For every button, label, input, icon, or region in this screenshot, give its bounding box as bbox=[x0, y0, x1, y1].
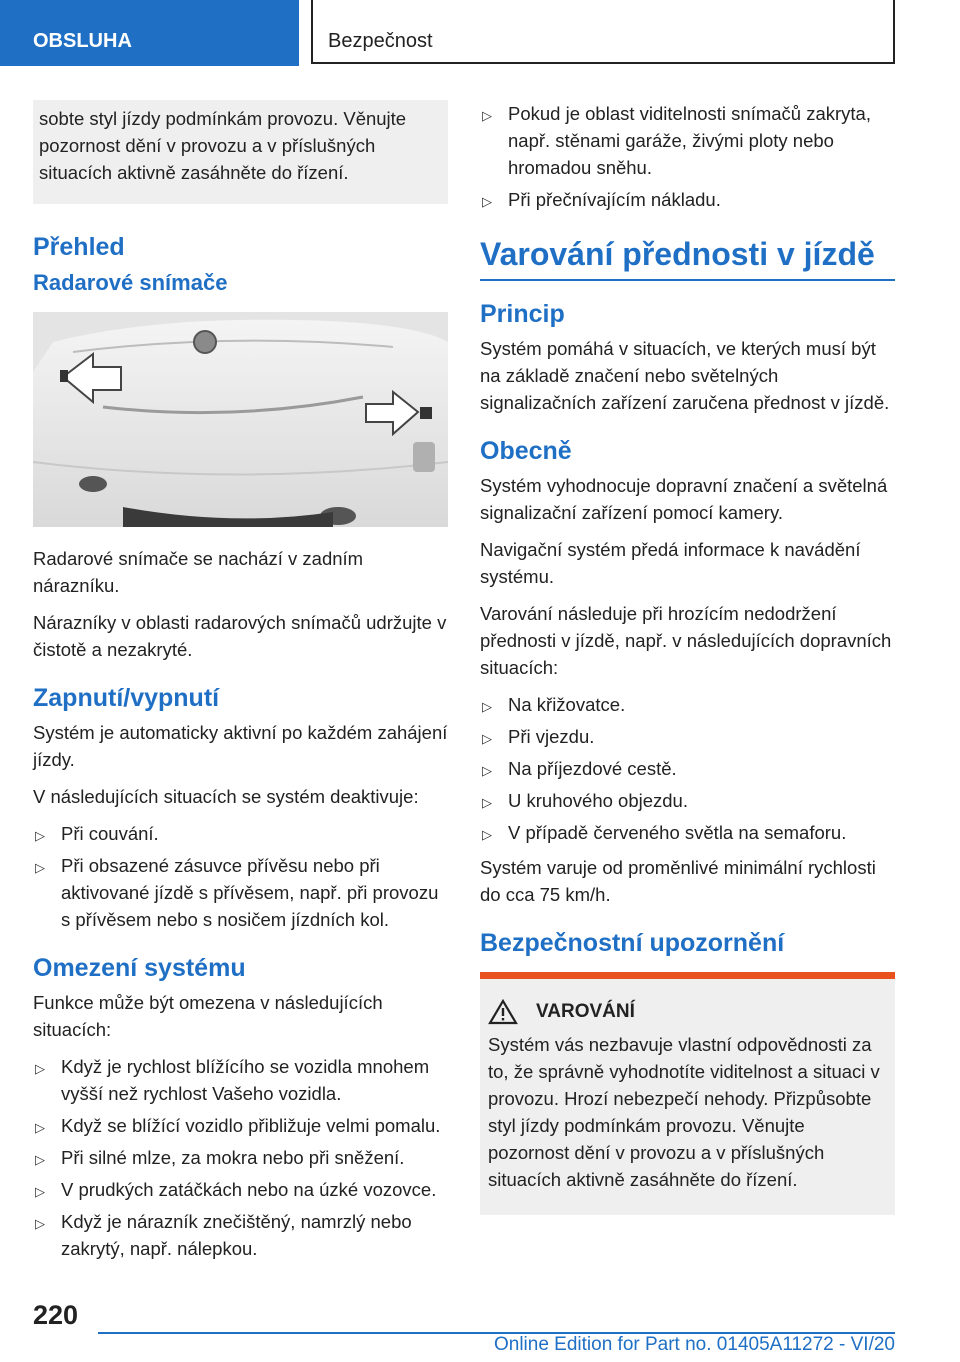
radar-paragraph-1: Radarové snímače se nachází v zadním nárazníku. bbox=[33, 548, 364, 596]
list-item-text: Když je rychlost blížícího se vozidla mnohem vyšší než rychlost Vašeho vozidla. bbox=[61, 1056, 430, 1104]
header-chapter-label: Bezpečnost bbox=[328, 30, 433, 52]
page-number: 220 bbox=[33, 1300, 79, 1330]
warning-triangle-icon bbox=[488, 999, 518, 1025]
list-item-text: Pokud je oblast viditelnosti snímačů zakryta, např. stěnami garáže, živými ploty nebo hromadou sněhu. bbox=[508, 103, 871, 178]
list-item-text: Na příjezdové cestě. bbox=[508, 758, 677, 779]
limits-paragraph-1: Funkce může být omezena v následujících situacích: bbox=[33, 992, 383, 1040]
triangle-bullet-icon: ▷ bbox=[35, 1061, 45, 1076]
triangle-bullet-icon: ▷ bbox=[35, 1152, 45, 1167]
header-section-label: OBSLUHA bbox=[33, 30, 132, 52]
warning-text: Systém vás nezbavuje vlastní odpovědnosti za to, že správně vyhodnotíte viditelnost a situaci v provozu. Hrozí nebezpečí nehody. Přizpůsobte styl jízdy podmínkám provozu. Věnujte pozornost dění v provozu a v příslušných situacích aktivně zasáhněte do řízení. bbox=[488, 1034, 880, 1190]
general-paragraph-4: Systém varuje od proměnlivé minimální rychlosti do cca 75 km/h. bbox=[480, 857, 876, 905]
radar-heading: Radarové snímače bbox=[33, 270, 228, 295]
list-item bbox=[33, 1176, 448, 1203]
continued-note-text: sobte styl jízdy podmínkám provozu. Věnujte pozornost dění v provozu a v příslušných situacích aktivně zasáhněte do řízení. bbox=[39, 108, 407, 183]
rear-bumper-photo bbox=[33, 312, 448, 527]
triangle-bullet-icon: ▷ bbox=[35, 1120, 45, 1135]
list-item bbox=[480, 755, 895, 782]
right-column bbox=[480, 100, 895, 1215]
main-heading: Varování přednosti v jízdě bbox=[480, 231, 895, 281]
warning-box bbox=[480, 972, 895, 1215]
list-item bbox=[480, 186, 895, 213]
list-item-text: Při vjezdu. bbox=[508, 726, 595, 747]
radar-paragraph-2: Nárazníky v oblasti radarových snímačů udržujte v čistotě a nezakryté. bbox=[33, 612, 447, 660]
list-item bbox=[33, 1144, 448, 1171]
warning-title bbox=[488, 999, 887, 1025]
onoff-list bbox=[33, 820, 448, 933]
limits-heading: Omezení systému bbox=[33, 954, 246, 982]
general-paragraph-2: Navigační systém předá informace k navádění systému. bbox=[480, 539, 861, 587]
list-item-text: V prudkých zatáčkách nebo na úzké vozovce. bbox=[61, 1179, 437, 1200]
general-paragraph-1: Systém vyhodnocuje dopravní značení a světelná signalizační zařízení pomocí kamery. bbox=[480, 475, 888, 523]
list-item-text: Když je nárazník znečištěný, namrzlý nebo zakrytý, např. nálepkou. bbox=[61, 1211, 412, 1259]
list-item bbox=[480, 819, 895, 846]
list-item-text: Při obsazené zásuvce přívěsu nebo při aktivované jízdě s přívěsem, např. při provozu s přívěsem nebo s nosičem jízdních kol. bbox=[61, 855, 439, 930]
onoff-heading: Zapnutí/vypnutí bbox=[33, 684, 220, 712]
triangle-bullet-icon: ▷ bbox=[35, 860, 45, 875]
header-section-tab bbox=[0, 0, 299, 66]
list-item-text: V případě červeného světla na semaforu. bbox=[508, 822, 847, 843]
general-list bbox=[480, 691, 895, 846]
list-item-text: U kruhového objezdu. bbox=[508, 790, 688, 811]
onoff-paragraph-2: V následujících situacích se systém deaktivuje: bbox=[33, 786, 419, 807]
list-item bbox=[33, 820, 448, 847]
footer-edition: Online Edition for Part no. 01405A11272 - VI/20 bbox=[493, 1334, 895, 1355]
triangle-bullet-icon: ▷ bbox=[35, 828, 45, 843]
list-item bbox=[480, 691, 895, 718]
list-item bbox=[33, 1112, 448, 1139]
list-item-text: Při couvání. bbox=[61, 823, 159, 844]
continued-list bbox=[480, 100, 895, 213]
onoff-paragraph-1: Systém je automaticky aktivní po každém zahájení jízdy. bbox=[33, 722, 448, 770]
triangle-bullet-icon: ▷ bbox=[482, 795, 492, 810]
list-item bbox=[480, 100, 895, 181]
list-item-text: Na křižovatce. bbox=[508, 694, 626, 715]
warning-label: VAROVÁNÍ bbox=[536, 1001, 635, 1022]
triangle-bullet-icon: ▷ bbox=[482, 699, 492, 714]
overview-heading: Přehled bbox=[33, 233, 125, 261]
general-paragraph-3: Varování následuje při hrozícím nedodržení přednosti v jízdě, např. v následujících dopravních situacích: bbox=[480, 603, 892, 678]
triangle-bullet-icon: ▷ bbox=[482, 827, 492, 842]
list-item bbox=[33, 852, 448, 933]
principle-paragraph-1: Systém pomáhá v situacích, ve kterých musí být na základě značení nebo světelných signalizačních zařízení zaručena přednost v jízdě. bbox=[480, 338, 890, 413]
list-item-text: Když se blížící vozidlo přibližuje velmi pomalu. bbox=[61, 1115, 441, 1136]
triangle-bullet-icon: ▷ bbox=[482, 194, 492, 209]
left-column bbox=[33, 100, 448, 1270]
list-item bbox=[33, 1053, 448, 1107]
list-item-text: Při silné mlze, za mokra nebo při sněžení. bbox=[61, 1147, 405, 1168]
list-item bbox=[33, 1208, 448, 1262]
triangle-bullet-icon: ▷ bbox=[35, 1184, 45, 1199]
list-item bbox=[480, 723, 895, 750]
header-chapter-box bbox=[311, 0, 895, 64]
general-heading: Obecně bbox=[480, 437, 572, 465]
safety-heading: Bezpečnostní upozornění bbox=[480, 929, 785, 957]
triangle-bullet-icon: ▷ bbox=[482, 731, 492, 746]
triangle-bullet-icon: ▷ bbox=[482, 763, 492, 778]
principle-heading: Princip bbox=[480, 300, 565, 328]
limits-list bbox=[33, 1053, 448, 1262]
list-item-text: Při přečnívajícím nákladu. bbox=[508, 189, 721, 210]
triangle-bullet-icon: ▷ bbox=[35, 1216, 45, 1231]
list-item bbox=[480, 787, 895, 814]
continued-note-box bbox=[33, 100, 448, 204]
triangle-bullet-icon: ▷ bbox=[482, 108, 492, 123]
